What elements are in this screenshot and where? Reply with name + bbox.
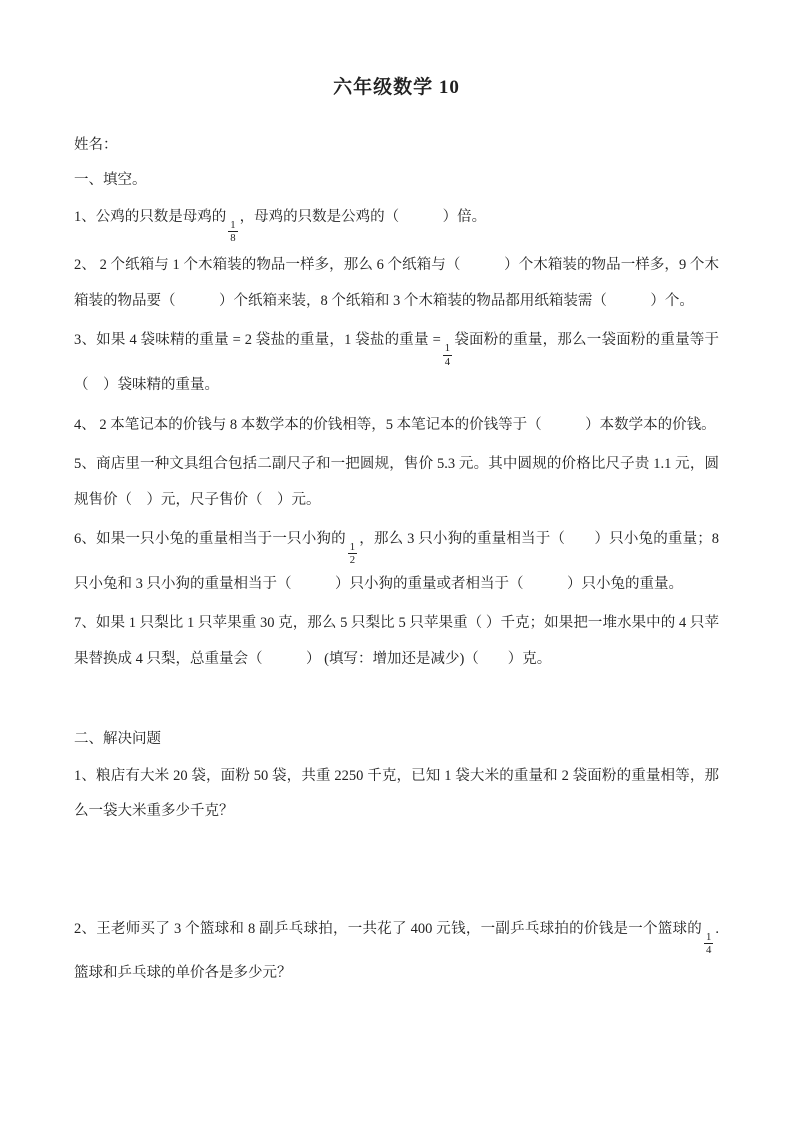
section2-heading: 二、解决问题	[74, 731, 161, 748]
fraction: $\frac{1}{4}$	[444, 342, 451, 368]
fraction: $\frac{1}{8}$	[230, 218, 236, 244]
question-6: 6、如果一只小兔的重量相当于一只小狗的 $\frac{1}{2}$ ，那么 3 只小狗的重量相当于（ ）只小兔的重量；8 只小兔和 3 只小狗的重量相当于（ ）只小狗的重量或者相当于（ ）只小兔的重量。	[74, 531, 719, 592]
question-1: 1、公鸡的只数是母鸡的 $\frac{1}{8}$ ，母鸡的只数是公鸡的（ ）倍。	[74, 208, 487, 244]
fraction: $\frac{1}{2}$	[349, 541, 356, 567]
question-7: 7、如果 1 只梨比 1 只苹果重 30 克，那么 5 只梨比 5 只苹果重（ ）千克；如果把一堆水果中的 4 只苹果替换成 4 只梨，总重量会（ ） (填写：增加还是减少)（ ）克。	[74, 615, 719, 667]
problem-1: 1、粮店有大米 20 袋，面粉 50 袋，共重 2250 千克，已知 1 袋大米的重量和 2 袋面粉的重量相等，那么一袋大米重多少千克？	[74, 767, 719, 820]
fraction: $\frac{1}{4}$	[706, 930, 712, 956]
problem-2: 2、王老师买了 3 个篮球和 8 副乒乓球拍，一共花了 400 元钱，一副乒乓球拍的价钱是一个篮球的 $\frac{1}{4}$ .篮球和乒乓球的单价各是多少元？	[74, 920, 719, 982]
question-3: 3、如果 4 袋味精的重量 = 2 袋盐的重量，1 袋盐的重量 = $\frac{1}{4}$ 袋面粉的重量，那么一袋面粉的重量等于（ ）袋味精的重量。	[74, 332, 719, 394]
page-title: 六年级数学 10	[333, 77, 460, 98]
question-5: 5、商店里一种文具组合包括二副尺子和一把圆规，售价 5.3 元。其中圆规的价格比尺子贵 1.1 元，圆规售价（ ）元，尺子售价（ ）元。	[74, 456, 719, 508]
section1-heading: 一、填空。	[74, 172, 147, 189]
question-2: 2、 2 个纸箱与 1 个木箱装的物品一样多，那么 6 个纸箱与（ ）个木箱装的物品一样多，9 个木箱装的物品要（ ）个纸箱来装，8 个纸箱和 3 个木箱装的物品都用纸箱装需（ ）个。	[74, 257, 719, 309]
question-4: 4、 2 本笔记本的价钱与 8 本数学本的价钱相等，5 本笔记本的价钱等于（ ）本数学本的价钱。	[74, 416, 716, 433]
name-label: 姓名：	[74, 137, 118, 153]
